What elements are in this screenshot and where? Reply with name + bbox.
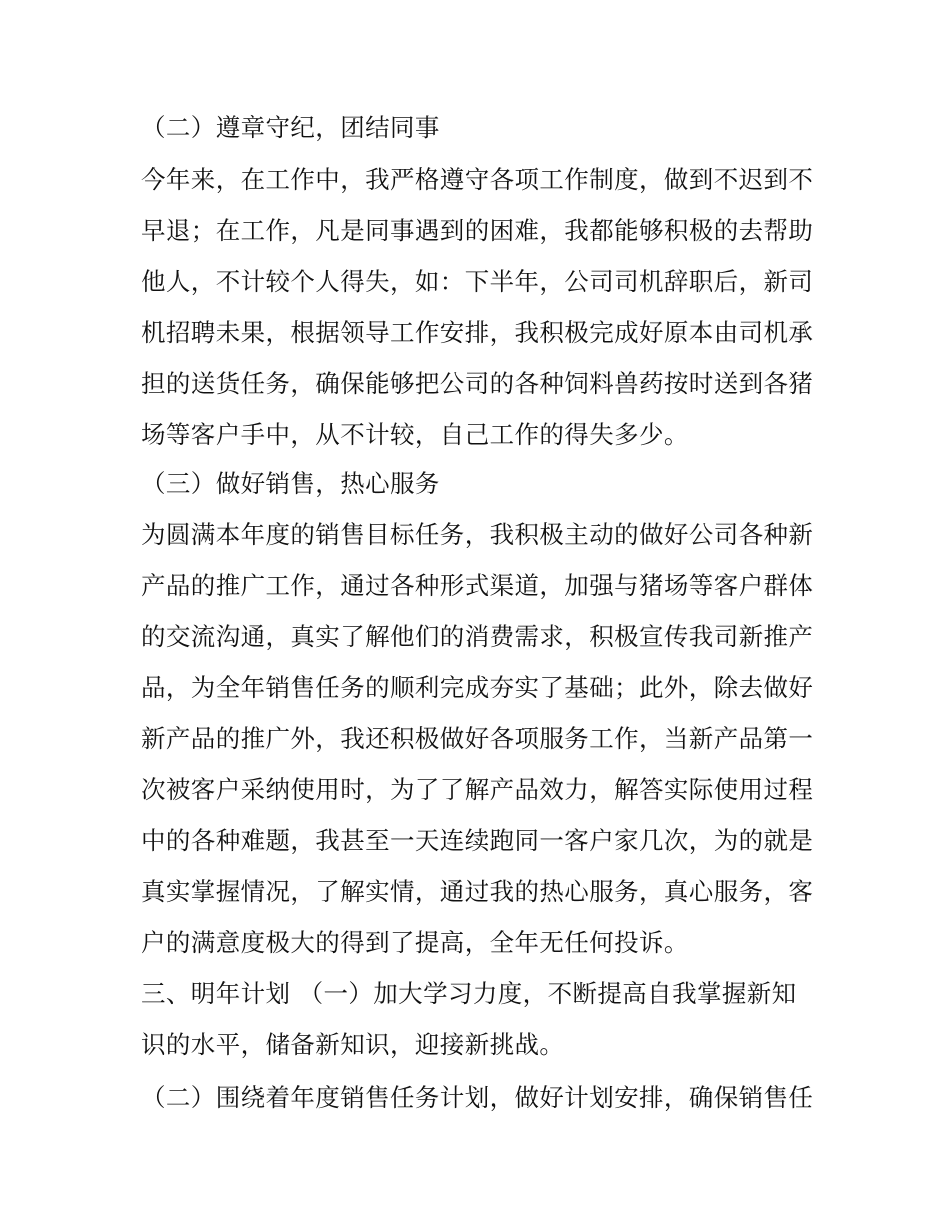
paragraph-line: 场等客户手中，从不计较，自己工作的得失多少。 <box>141 420 689 449</box>
paragraph-line: 今年来，在工作中，我严格遵守各项工作制度，做到不迟到不 <box>141 165 814 194</box>
paragraph-line: 识的水平，储备新知识，迎接新挑战。 <box>141 1030 565 1059</box>
paragraph-line: 产品的推广工作，通过各种形式渠道，加强与猪场等客户群体 <box>141 571 814 600</box>
heading-next-year-plan: 三、明年计划 （一）加大学习力度，不断提高自我掌握新知 <box>141 979 797 1008</box>
heading-section-3: （三）做好销售，热心服务 <box>141 469 440 498</box>
paragraph-line: 的交流沟通，真实了解他们的消费需求，积极宣传我司新推产 <box>141 622 814 651</box>
paragraph-line: 次被客户采纳使用时，为了了解产品效力，解答实际使用过程 <box>141 775 814 804</box>
paragraph-line: 新产品的推广外，我还积极做好各项服务工作，当新产品第一 <box>141 724 814 753</box>
paragraph-line: 品，为全年销售任务的顺利完成夯实了基础；此外，除去做好 <box>141 673 814 702</box>
heading-section-2: （二）遵章守纪，团结同事 <box>141 113 440 142</box>
paragraph-line: 户的满意度极大的得到了提高，全年无任何投诉。 <box>141 928 689 957</box>
paragraph-line: （二）围绕着年度销售任务计划，做好计划安排，确保销售任 <box>141 1083 814 1112</box>
paragraph-line: 中的各种难题，我甚至一天连续跑同一客户家几次，为的就是 <box>141 826 814 855</box>
paragraph-line: 机招聘未果，根据领导工作安排，我积极完成好原本由司机承 <box>141 318 814 347</box>
paragraph-line: 他人，不计较个人得失，如：下半年，公司司机辞职后，新司 <box>141 267 814 296</box>
paragraph-line: 担的送货任务，确保能够把公司的各种饲料兽药按时送到各猪 <box>141 369 814 398</box>
paragraph-line: 早退；在工作，凡是同事遇到的困难，我都能够积极的去帮助 <box>141 216 814 245</box>
paragraph-line: 为圆满本年度的销售目标任务，我积极主动的做好公司各种新 <box>141 520 814 549</box>
paragraph-line: 真实掌握情况，了解实情，通过我的热心服务，真心服务，客 <box>141 877 814 906</box>
